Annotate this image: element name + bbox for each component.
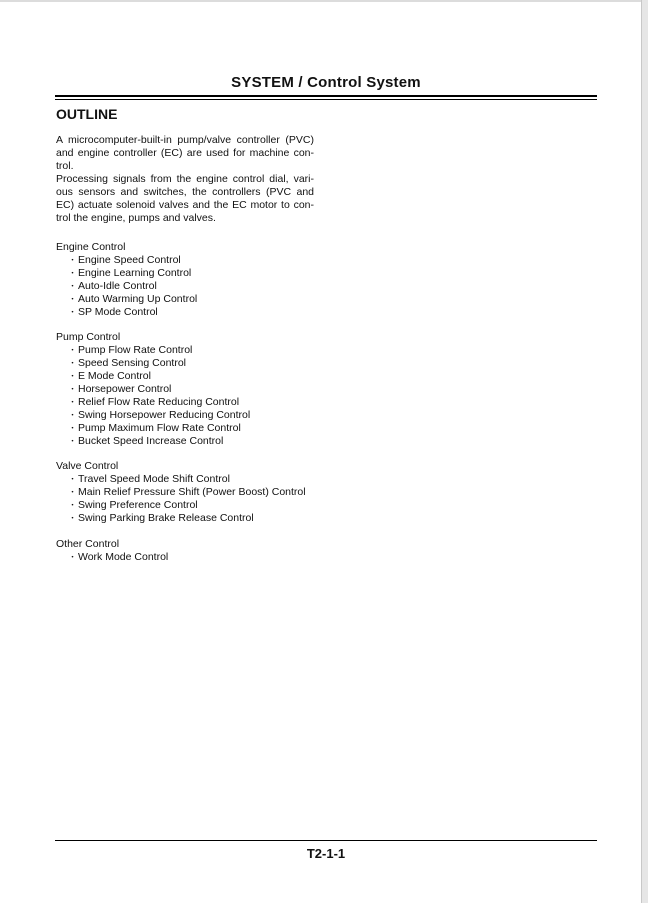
list-item xyxy=(56,383,356,396)
group-title: Engine Control xyxy=(56,241,126,253)
list-item-label: Swing Parking Brake Release Control xyxy=(78,512,254,524)
bullet-icon: ・ xyxy=(68,500,78,511)
header-rule-thick xyxy=(55,95,597,97)
list-item-label: Bucket Speed Increase Control xyxy=(78,434,224,447)
list-item xyxy=(56,254,356,267)
group-item-list xyxy=(56,254,356,319)
control-group xyxy=(56,538,356,564)
list-item xyxy=(56,370,356,383)
list-item-label: Engine Speed Control xyxy=(78,253,181,266)
list-item-label: Relief Flow Rate Reducing Control xyxy=(78,395,240,408)
list-item xyxy=(56,396,356,409)
bullet-icon: ・ xyxy=(68,306,78,317)
list-item xyxy=(56,293,356,306)
list-item-label: E Mode Control xyxy=(78,370,151,383)
list-item-label: Pump Maximum Flow Rate Control xyxy=(78,421,241,434)
intro-paragraph-2: Processing signals from the engine control dial, vari-ous sensors and switches, the controllers (PVC and EC) actuate solenoid valves and the EC motor to con-trol the engine, pumps and valves. xyxy=(56,173,314,224)
viewer-frame-top xyxy=(0,0,648,2)
control-groups xyxy=(56,241,356,577)
list-item xyxy=(56,486,356,499)
bullet-icon: ・ xyxy=(68,383,78,394)
list-item-label: Pump Flow Rate Control xyxy=(78,344,193,357)
list-item-label: Horsepower Control xyxy=(78,382,172,395)
list-item xyxy=(56,306,356,319)
group-title: Other Control xyxy=(56,537,120,550)
list-item xyxy=(56,499,356,512)
footer-rule xyxy=(55,840,597,841)
intro-paragraph-1: A microcomputer-built-in pump/valve controller (PVC) and engine controller (EC) are used for machine con-trol. xyxy=(56,134,314,172)
bullet-icon: ・ xyxy=(68,267,78,278)
bullet-icon: ・ xyxy=(68,513,78,523)
list-item-label: Speed Sensing Control xyxy=(78,357,186,370)
control-group xyxy=(56,241,356,318)
bullet-icon: ・ xyxy=(68,254,78,265)
bullet-icon: ・ xyxy=(68,422,78,433)
group-title: Valve Control xyxy=(56,460,119,473)
control-group xyxy=(56,460,356,525)
list-item xyxy=(56,357,356,370)
bullet-icon: ・ xyxy=(68,435,78,446)
control-group xyxy=(56,331,356,447)
list-item-label: Swing Preference Control xyxy=(78,499,198,512)
bullet-icon: ・ xyxy=(68,487,78,498)
bullet-icon: ・ xyxy=(68,396,78,407)
viewer-scrollbar-edge[interactable] xyxy=(641,0,648,903)
group-item-list xyxy=(56,473,356,525)
list-item xyxy=(56,267,356,280)
group-item-list xyxy=(56,551,356,564)
list-item-label: Swing Horsepower Reducing Control xyxy=(78,408,251,421)
intro-text xyxy=(56,134,314,225)
page-header-title: SYSTEM / Control System xyxy=(231,74,421,91)
list-item xyxy=(56,409,356,422)
group-title: Pump Control xyxy=(56,331,121,344)
bullet-icon: ・ xyxy=(68,358,78,369)
list-item-label: Main Relief Pressure Shift (Power Boost) Control xyxy=(78,486,306,499)
bullet-icon: ・ xyxy=(68,280,78,291)
bullet-icon: ・ xyxy=(68,345,78,356)
group-item-list xyxy=(56,344,356,447)
list-item-label: Auto-Idle Control xyxy=(78,279,157,292)
bullet-icon: ・ xyxy=(68,409,78,420)
list-item xyxy=(56,435,356,448)
bullet-icon: ・ xyxy=(68,371,78,382)
bullet-icon: ・ xyxy=(68,293,78,304)
list-item xyxy=(56,422,356,435)
list-item-label: SP Mode Control xyxy=(78,305,158,318)
list-item-label: Engine Learning Control xyxy=(78,266,192,279)
section-title: OUTLINE xyxy=(56,106,118,122)
list-item-label: Work Mode Control xyxy=(78,550,169,563)
bullet-icon: ・ xyxy=(68,474,78,485)
list-item xyxy=(56,344,356,357)
list-item xyxy=(56,551,356,564)
bullet-icon: ・ xyxy=(68,551,78,562)
header-rule-thin xyxy=(55,99,597,100)
list-item xyxy=(56,512,356,525)
list-item-label: Auto Warming Up Control xyxy=(78,292,198,305)
list-item xyxy=(56,473,356,486)
page-number: T2-1-1 xyxy=(306,846,346,861)
list-item xyxy=(56,280,356,293)
list-item-label: Travel Speed Mode Shift Control xyxy=(78,473,230,486)
